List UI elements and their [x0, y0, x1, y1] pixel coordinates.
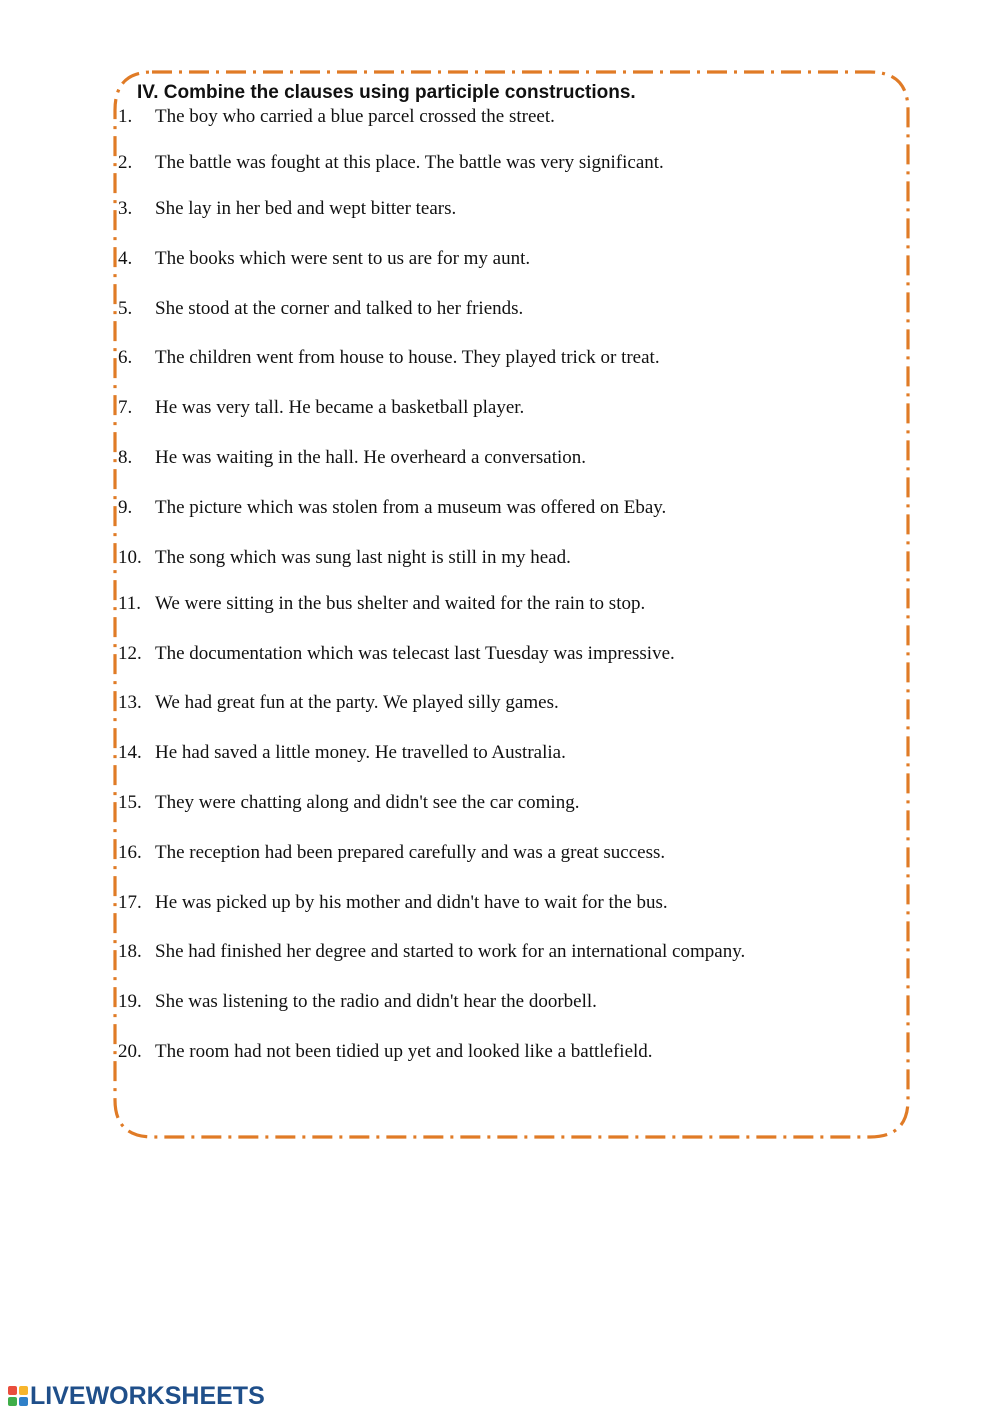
item-number: 16.	[118, 842, 142, 863]
item-text: The battle was fought at this place. The battle was very significant.	[155, 152, 664, 173]
item-text: The documentation which was telecast last Tuesday was impressive.	[155, 643, 675, 664]
item-text: We had great fun at the party. We played silly games.	[155, 692, 559, 713]
item-number: 14.	[118, 742, 142, 763]
exercise-item	[118, 643, 675, 665]
item-number: 8.	[118, 447, 133, 468]
item-text: She was listening to the radio and didn't hear the doorbell.	[155, 991, 597, 1012]
item-number: 13.	[118, 692, 142, 713]
item-text: They were chatting along and didn't see the car coming.	[155, 792, 580, 813]
exercise-item	[118, 547, 571, 569]
item-text: The picture which was stolen from a museum was offered on Ebay.	[155, 497, 667, 518]
item-number: 2.	[118, 152, 133, 173]
item-text: He had saved a little money. He travelled to Australia.	[155, 742, 566, 763]
exercise-item	[118, 1041, 653, 1063]
exercise-item	[118, 593, 645, 615]
exercise-item	[118, 198, 456, 220]
exercise-item	[118, 298, 523, 320]
item-number: 18.	[118, 941, 142, 962]
exercise-item	[118, 991, 597, 1013]
item-text: She had finished her degree and started to work for an international company.	[155, 941, 746, 962]
item-number: 4.	[118, 248, 133, 269]
item-number: 9.	[118, 497, 133, 518]
exercise-item	[118, 742, 566, 764]
exercise-item	[118, 347, 660, 369]
item-text: He was picked up by his mother and didn't have to wait for the bus.	[155, 892, 668, 913]
item-text: The song which was sung last night is still in my head.	[155, 547, 571, 568]
liveworksheets-logo	[8, 1383, 265, 1409]
item-text: The room had not been tidied up yet and looked like a battlefield.	[155, 1041, 653, 1062]
exercise-item	[118, 692, 559, 714]
exercise-item	[118, 106, 555, 128]
item-text: He was very tall. He became a basketball player.	[155, 397, 525, 418]
item-number: 15.	[118, 792, 142, 813]
item-text: The children went from house to house. They played trick or treat.	[155, 347, 660, 368]
item-text: She stood at the corner and talked to her friends.	[155, 298, 524, 319]
exercise-item	[118, 941, 745, 963]
item-number: 1.	[118, 106, 133, 127]
exercise-item	[118, 892, 668, 914]
item-number: 17.	[118, 892, 142, 913]
item-number: 7.	[118, 397, 133, 418]
item-text: He was waiting in the hall. He overheard a conversation.	[155, 447, 587, 468]
exercise-item	[118, 152, 664, 174]
exercise-item	[118, 447, 586, 469]
item-number: 3.	[118, 198, 133, 219]
item-number: 20.	[118, 1041, 142, 1062]
item-text: We were sitting in the bus shelter and waited for the rain to stop.	[155, 593, 646, 614]
item-number: 6.	[118, 347, 133, 368]
logo-text: LIVEWORKSHEETS	[30, 1381, 265, 1410]
exercise-item	[118, 248, 530, 270]
item-number: 11.	[118, 593, 142, 614]
item-number: 19.	[118, 991, 142, 1012]
item-number: 5.	[118, 298, 133, 319]
liveworksheets-logo-icon	[8, 1386, 28, 1406]
exercise-item	[118, 397, 524, 419]
exercise-item	[118, 842, 665, 864]
item-text: She lay in her bed and wept bitter tears.	[155, 198, 457, 219]
exercise-item	[118, 497, 666, 519]
exercise-item	[118, 792, 579, 814]
item-text: The reception had been prepared carefully and was a great success.	[155, 842, 666, 863]
item-number: 12.	[118, 643, 142, 664]
item-number: 10.	[118, 547, 142, 568]
item-text: The books which were sent to us are for my aunt.	[155, 248, 531, 269]
item-text: The boy who carried a blue parcel crossed the street.	[155, 106, 555, 127]
worksheet-heading: IV. Combine the clauses using participle constructions.	[137, 82, 636, 103]
